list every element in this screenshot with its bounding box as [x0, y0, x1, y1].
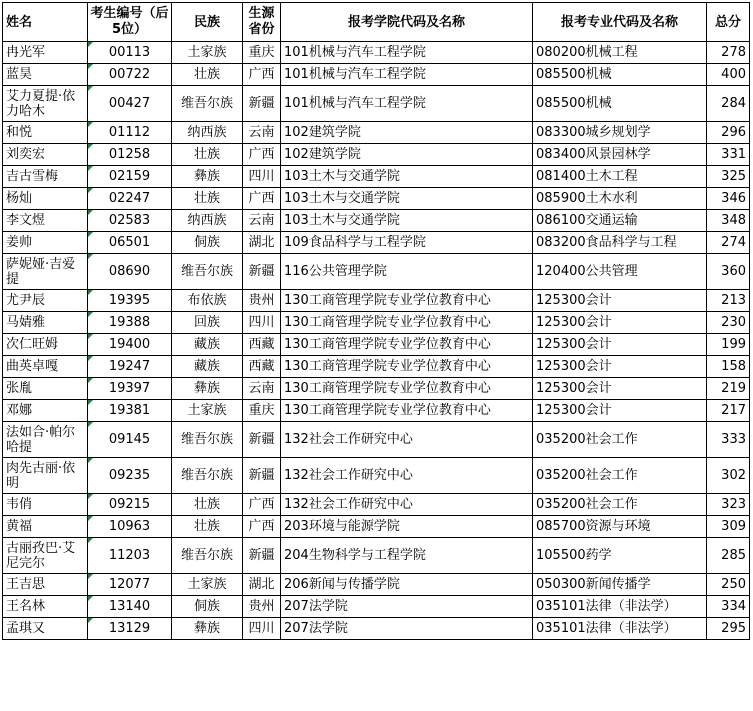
cell-province: 新疆 — [243, 458, 281, 494]
cell-province: 云南 — [243, 210, 281, 232]
cell-college: 130工商管理学院专业学位教育中心 — [281, 334, 533, 356]
cell-ethnicity: 藏族 — [172, 334, 243, 356]
cell-ethnicity: 彝族 — [172, 166, 243, 188]
cell-id: 19400 — [88, 334, 172, 356]
cell-major: 125300会计 — [533, 290, 707, 312]
cell-ethnicity: 维吾尔族 — [172, 458, 243, 494]
cell-province: 重庆 — [243, 42, 281, 64]
cell-id: 00113 — [88, 42, 172, 64]
cell-name: 法如合·帕尔哈提 — [3, 422, 88, 458]
cell-province: 新疆 — [243, 86, 281, 122]
cell-major: 125300会计 — [533, 356, 707, 378]
cell-ethnicity: 土家族 — [172, 42, 243, 64]
cell-college: 102建筑学院 — [281, 122, 533, 144]
cell-id: 19388 — [88, 312, 172, 334]
cell-id: 02583 — [88, 210, 172, 232]
table-row — [3, 400, 750, 422]
cell-college: 130工商管理学院专业学位教育中心 — [281, 400, 533, 422]
cell-ethnicity: 布依族 — [172, 290, 243, 312]
cell-score: 323 — [707, 494, 750, 516]
cell-college: 130工商管理学院专业学位教育中心 — [281, 290, 533, 312]
cell-score: 219 — [707, 378, 750, 400]
cell-ethnicity: 维吾尔族 — [172, 86, 243, 122]
cell-score: 348 — [707, 210, 750, 232]
cell-name: 张胤 — [3, 378, 88, 400]
table-row — [3, 458, 750, 494]
cell-id: 12077 — [88, 574, 172, 596]
cell-name: 韦俏 — [3, 494, 88, 516]
cell-province: 广西 — [243, 144, 281, 166]
cell-province: 西藏 — [243, 356, 281, 378]
table-row — [3, 618, 750, 640]
table-row — [3, 538, 750, 574]
table-row — [3, 516, 750, 538]
cell-college: 101机械与汽车工程学院 — [281, 86, 533, 122]
cell-province: 四川 — [243, 312, 281, 334]
cell-ethnicity: 壮族 — [172, 64, 243, 86]
cell-name: 李文煜 — [3, 210, 88, 232]
cell-ethnicity: 藏族 — [172, 356, 243, 378]
cell-province: 新疆 — [243, 538, 281, 574]
cell-id: 19247 — [88, 356, 172, 378]
cell-name: 尤尹辰 — [3, 290, 88, 312]
cell-ethnicity: 彝族 — [172, 618, 243, 640]
cell-name: 蓝昊 — [3, 64, 88, 86]
table-row — [3, 334, 750, 356]
cell-major: 120400公共管理 — [533, 254, 707, 290]
cell-id: 19381 — [88, 400, 172, 422]
cell-major: 085500机械 — [533, 64, 707, 86]
cell-ethnicity: 壮族 — [172, 494, 243, 516]
cell-ethnicity: 土家族 — [172, 574, 243, 596]
header-score: 总分 — [707, 3, 750, 42]
cell-id: 00427 — [88, 86, 172, 122]
cell-college: 101机械与汽车工程学院 — [281, 64, 533, 86]
cell-province: 广西 — [243, 494, 281, 516]
cell-major: 083200食品科学与工程 — [533, 232, 707, 254]
cell-name: 王名林 — [3, 596, 88, 618]
header-major: 报考专业代码及名称 — [533, 3, 707, 42]
table-row — [3, 86, 750, 122]
cell-college: 116公共管理学院 — [281, 254, 533, 290]
cell-college: 103土木与交通学院 — [281, 210, 533, 232]
cell-score: 230 — [707, 312, 750, 334]
cell-ethnicity: 纳西族 — [172, 210, 243, 232]
cell-id: 02159 — [88, 166, 172, 188]
cell-college: 130工商管理学院专业学位教育中心 — [281, 378, 533, 400]
table-row — [3, 188, 750, 210]
cell-major: 050300新闻传播学 — [533, 574, 707, 596]
table-body — [3, 42, 750, 640]
cell-major: 125300会计 — [533, 400, 707, 422]
header-row — [3, 3, 750, 42]
cell-name: 孟琪又 — [3, 618, 88, 640]
cell-id: 09215 — [88, 494, 172, 516]
cell-name: 萨妮娅·吉爱提 — [3, 254, 88, 290]
cell-ethnicity: 壮族 — [172, 516, 243, 538]
cell-score: 333 — [707, 422, 750, 458]
cell-province: 云南 — [243, 378, 281, 400]
cell-ethnicity: 彝族 — [172, 378, 243, 400]
cell-name: 刘奕宏 — [3, 144, 88, 166]
table-row — [3, 210, 750, 232]
cell-province: 广西 — [243, 188, 281, 210]
cell-score: 285 — [707, 538, 750, 574]
cell-name: 吉古雪梅 — [3, 166, 88, 188]
cell-name: 王吉思 — [3, 574, 88, 596]
cell-score: 309 — [707, 516, 750, 538]
cell-major: 083400风景园林学 — [533, 144, 707, 166]
cell-province: 四川 — [243, 618, 281, 640]
cell-score: 217 — [707, 400, 750, 422]
cell-name: 古丽孜巴·艾尼完尔 — [3, 538, 88, 574]
header-id: 考生编号（后5位） — [88, 3, 172, 42]
cell-college: 206新闻与传播学院 — [281, 574, 533, 596]
cell-province: 贵州 — [243, 290, 281, 312]
cell-college: 207法学院 — [281, 596, 533, 618]
cell-name: 黄福 — [3, 516, 88, 538]
cell-score: 400 — [707, 64, 750, 86]
cell-name: 曲英卓嘎 — [3, 356, 88, 378]
cell-college: 204生物科学与工程学院 — [281, 538, 533, 574]
cell-ethnicity: 壮族 — [172, 188, 243, 210]
cell-major: 085500机械 — [533, 86, 707, 122]
cell-province: 广西 — [243, 516, 281, 538]
cell-score: 158 — [707, 356, 750, 378]
cell-college: 109食品科学与工程学院 — [281, 232, 533, 254]
table-row — [3, 356, 750, 378]
table-row — [3, 378, 750, 400]
cell-name: 冉光军 — [3, 42, 88, 64]
cell-province: 湖北 — [243, 232, 281, 254]
cell-id: 10963 — [88, 516, 172, 538]
cell-ethnicity: 维吾尔族 — [172, 422, 243, 458]
cell-ethnicity: 维吾尔族 — [172, 538, 243, 574]
cell-province: 云南 — [243, 122, 281, 144]
cell-name: 次仁旺姆 — [3, 334, 88, 356]
cell-id: 01258 — [88, 144, 172, 166]
cell-score: 325 — [707, 166, 750, 188]
cell-score: 296 — [707, 122, 750, 144]
cell-province: 新疆 — [243, 422, 281, 458]
cell-ethnicity: 土家族 — [172, 400, 243, 422]
cell-college: 132社会工作研究中心 — [281, 494, 533, 516]
cell-score: 334 — [707, 596, 750, 618]
table-row — [3, 254, 750, 290]
cell-ethnicity: 壮族 — [172, 144, 243, 166]
cell-score: 274 — [707, 232, 750, 254]
cell-province: 湖北 — [243, 574, 281, 596]
table-row — [3, 144, 750, 166]
cell-id: 13129 — [88, 618, 172, 640]
cell-id: 00722 — [88, 64, 172, 86]
cell-name: 肉先古丽·依明 — [3, 458, 88, 494]
cell-name: 和悦 — [3, 122, 88, 144]
table-row — [3, 290, 750, 312]
header-ethnicity: 民族 — [172, 3, 243, 42]
cell-id: 06501 — [88, 232, 172, 254]
cell-college: 101机械与汽车工程学院 — [281, 42, 533, 64]
table-row — [3, 574, 750, 596]
cell-id: 13140 — [88, 596, 172, 618]
cell-score: 199 — [707, 334, 750, 356]
cell-major: 086100交通运输 — [533, 210, 707, 232]
cell-major: 035200社会工作 — [533, 458, 707, 494]
cell-score: 278 — [707, 42, 750, 64]
cell-ethnicity: 侗族 — [172, 596, 243, 618]
cell-score: 295 — [707, 618, 750, 640]
cell-major: 080200机械工程 — [533, 42, 707, 64]
cell-id: 09145 — [88, 422, 172, 458]
cell-name: 姜帅 — [3, 232, 88, 254]
cell-id: 11203 — [88, 538, 172, 574]
table-row — [3, 596, 750, 618]
cell-score: 213 — [707, 290, 750, 312]
cell-province: 新疆 — [243, 254, 281, 290]
cell-college: 132社会工作研究中心 — [281, 458, 533, 494]
cell-ethnicity: 维吾尔族 — [172, 254, 243, 290]
table-row — [3, 422, 750, 458]
cell-major: 125300会计 — [533, 334, 707, 356]
header-college: 报考学院代码及名称 — [281, 3, 533, 42]
header-name: 姓名 — [3, 3, 88, 42]
cell-major: 125300会计 — [533, 312, 707, 334]
cell-college: 203环境与能源学院 — [281, 516, 533, 538]
cell-college: 130工商管理学院专业学位教育中心 — [281, 356, 533, 378]
cell-ethnicity: 侗族 — [172, 232, 243, 254]
cell-major: 125300会计 — [533, 378, 707, 400]
cell-score: 331 — [707, 144, 750, 166]
cell-major: 105500药学 — [533, 538, 707, 574]
cell-major: 083300城乡规划学 — [533, 122, 707, 144]
cell-major: 085700资源与环境 — [533, 516, 707, 538]
candidate-table — [2, 2, 750, 640]
cell-id: 19395 — [88, 290, 172, 312]
cell-score: 360 — [707, 254, 750, 290]
cell-ethnicity: 纳西族 — [172, 122, 243, 144]
cell-score: 250 — [707, 574, 750, 596]
cell-name: 艾力夏提·依力哈木 — [3, 86, 88, 122]
cell-major: 085900土木水利 — [533, 188, 707, 210]
cell-score: 284 — [707, 86, 750, 122]
cell-major: 081400土木工程 — [533, 166, 707, 188]
table-row — [3, 122, 750, 144]
cell-id: 01112 — [88, 122, 172, 144]
cell-province: 重庆 — [243, 400, 281, 422]
cell-college: 103土木与交通学院 — [281, 188, 533, 210]
cell-major: 035101法律（非法学） — [533, 596, 707, 618]
table-row — [3, 166, 750, 188]
cell-province: 贵州 — [243, 596, 281, 618]
cell-province: 广西 — [243, 64, 281, 86]
cell-college: 132社会工作研究中心 — [281, 422, 533, 458]
cell-ethnicity: 回族 — [172, 312, 243, 334]
cell-college: 103土木与交通学院 — [281, 166, 533, 188]
table-row — [3, 312, 750, 334]
cell-major: 035200社会工作 — [533, 494, 707, 516]
table-row — [3, 42, 750, 64]
cell-id: 09235 — [88, 458, 172, 494]
cell-id: 08690 — [88, 254, 172, 290]
cell-major: 035101法律（非法学） — [533, 618, 707, 640]
cell-name: 杨灿 — [3, 188, 88, 210]
cell-province: 四川 — [243, 166, 281, 188]
cell-college: 102建筑学院 — [281, 144, 533, 166]
header-province: 生源省份 — [243, 3, 281, 42]
cell-id: 19397 — [88, 378, 172, 400]
table-row — [3, 494, 750, 516]
cell-major: 035200社会工作 — [533, 422, 707, 458]
cell-name: 邓娜 — [3, 400, 88, 422]
cell-score: 346 — [707, 188, 750, 210]
cell-name: 马婧雅 — [3, 312, 88, 334]
cell-province: 西藏 — [243, 334, 281, 356]
cell-id: 02247 — [88, 188, 172, 210]
table-row — [3, 232, 750, 254]
cell-score: 302 — [707, 458, 750, 494]
table-row — [3, 64, 750, 86]
cell-college: 207法学院 — [281, 618, 533, 640]
cell-college: 130工商管理学院专业学位教育中心 — [281, 312, 533, 334]
